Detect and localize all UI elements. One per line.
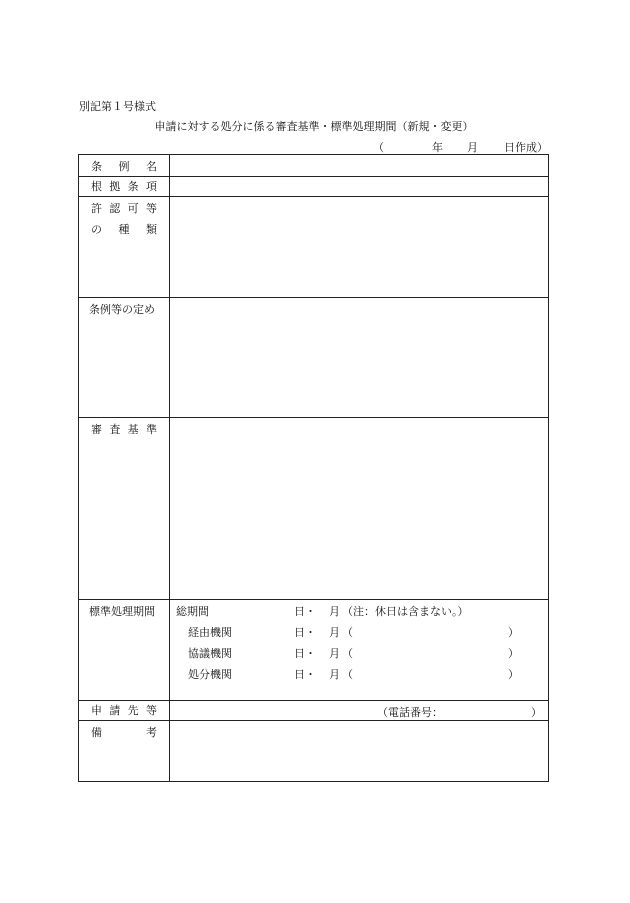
consult-agency-label: 協議機関 bbox=[188, 647, 232, 660]
row-remarks bbox=[79, 721, 549, 782]
field-ordinance-name[interactable] bbox=[170, 155, 549, 177]
row-review-standards bbox=[79, 418, 549, 600]
relay-agency-label: 経由機関 bbox=[188, 626, 232, 639]
disposition-agency-open-paren: （ bbox=[342, 668, 353, 681]
field-permit-type[interactable] bbox=[170, 197, 549, 298]
consult-agency-close-paren: ） bbox=[508, 647, 519, 660]
form-number-label: 別記第１号様式 bbox=[79, 100, 156, 113]
row-ordinance-name bbox=[79, 155, 549, 177]
date-month-label: 月 bbox=[467, 141, 478, 154]
disposition-agency-close-paren: ） bbox=[508, 668, 519, 681]
total-period-day: 日・ bbox=[294, 605, 316, 618]
field-review-standards[interactable] bbox=[170, 418, 549, 600]
label-ordinance-name: 条 例 名 bbox=[79, 155, 170, 177]
phone-number-close-paren: ） bbox=[531, 706, 542, 719]
label-review-standards: 審 査 基 準 bbox=[79, 418, 170, 600]
phone-number-label: （電話番号： bbox=[377, 706, 443, 719]
row-basis-article bbox=[79, 177, 549, 197]
relay-agency-close-paren: ） bbox=[508, 626, 519, 639]
total-period-month: 月 bbox=[329, 605, 340, 618]
field-remarks[interactable] bbox=[170, 721, 549, 782]
consult-agency-month: 月 bbox=[329, 647, 340, 660]
field-basis-article[interactable] bbox=[170, 177, 549, 197]
field-ordinance-provision[interactable] bbox=[170, 298, 549, 418]
label-ordinance-provision: 条例等の定め bbox=[79, 298, 170, 418]
phone-number-field bbox=[377, 704, 542, 720]
row-application-office bbox=[79, 701, 549, 721]
form-title: 申請に対する処分に係る審査基準・標準処理期間（新規・変更） bbox=[154, 120, 474, 133]
disposition-agency-month: 月 bbox=[329, 668, 340, 681]
field-standard-processing-period[interactable] bbox=[170, 600, 549, 701]
row-permit-type bbox=[79, 197, 549, 298]
date-year-label: 年 bbox=[432, 141, 443, 154]
disposition-agency-day: 日・ bbox=[294, 668, 316, 681]
row-ordinance-provision bbox=[79, 298, 549, 418]
relay-agency-month: 月 bbox=[329, 626, 340, 639]
disposition-agency-label: 処分機関 bbox=[188, 668, 232, 681]
field-application-office[interactable] bbox=[170, 701, 549, 721]
total-period-note: （注：休日は含まない。） bbox=[342, 605, 469, 618]
total-period-label: 総期間 bbox=[176, 605, 209, 618]
consult-agency-day: 日・ bbox=[294, 647, 316, 660]
consult-agency-open-paren: （ bbox=[342, 647, 353, 660]
row-standard-processing-period bbox=[79, 600, 549, 701]
relay-agency-day: 日・ bbox=[294, 626, 316, 639]
label-permit-type: 許 認 可 等 の 種 類 bbox=[79, 197, 170, 298]
date-open-paren: （ bbox=[373, 141, 384, 154]
date-day-created-label: 日作成） bbox=[504, 141, 548, 154]
creation-date-line bbox=[373, 139, 548, 155]
label-standard-processing-period: 標準処理期間 bbox=[79, 600, 170, 701]
review-standards-form-table bbox=[78, 154, 549, 782]
relay-agency-open-paren: （ bbox=[342, 626, 353, 639]
label-basis-article: 根 拠 条 項 bbox=[79, 177, 170, 197]
label-remarks: 備 考 bbox=[79, 721, 170, 782]
label-application-office: 申 請 先 等 bbox=[79, 701, 170, 721]
